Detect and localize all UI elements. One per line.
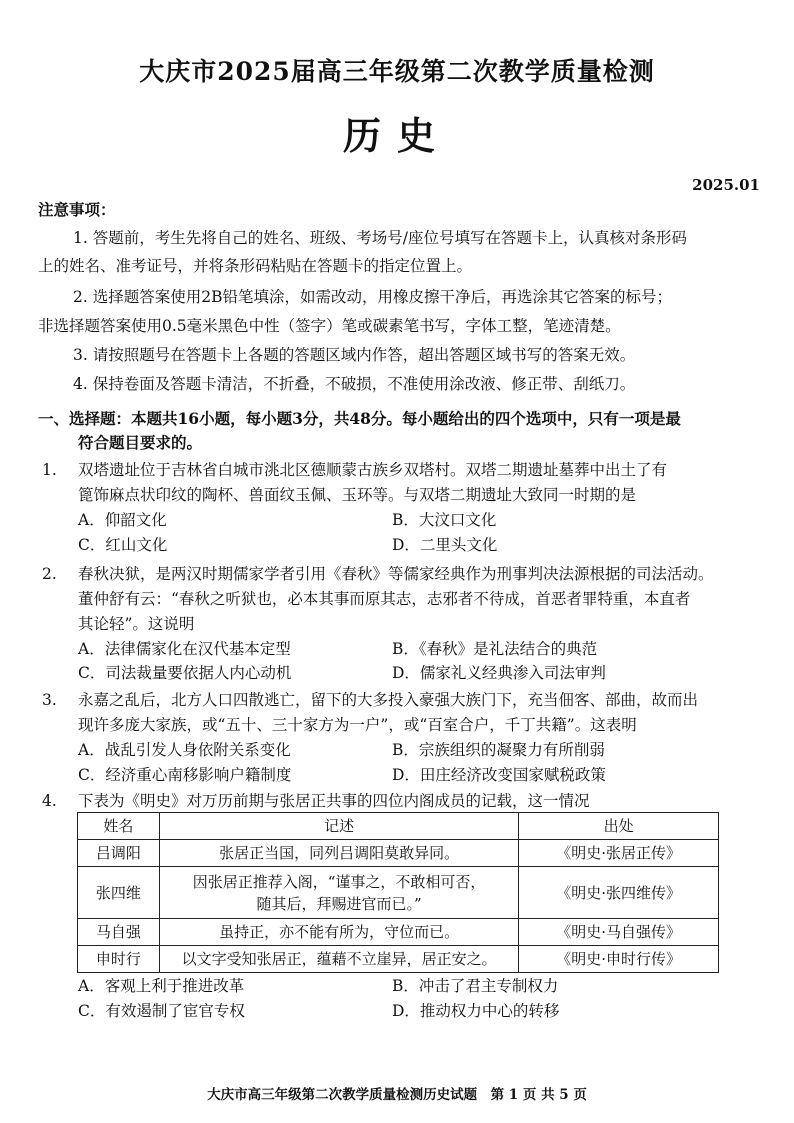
question-4-option-a[interactable]: A．客观上利于推进改革 [78,977,245,995]
notice-item-2-line-2: 非选择题答案使用0.5毫米黑色中性（签字）笔或碳素笔书写，字体工整，笔迹清楚。 [38,317,621,335]
notice-item-1-line-1: 1. 答题前，考生先将自己的姓名、班级、考场号/座位号填写在答题卡上，认真核对条形码 [73,229,687,247]
table-cell-name: 申时行 [78,946,160,973]
table-cell-source: 《明史·申时行传》 [519,946,719,973]
table-cell-source: 《明史·马自强传》 [519,919,719,946]
notice-item-4: 4. 保持卷面及答题卡清洁，不折叠，不破损，不准使用涂改液、修正带、刮纸刀。 [73,375,636,393]
table-cell-record: 张居正当国，同列吕调阳莫敢异同。 [159,840,518,867]
question-2-option-b[interactable]: B．《春秋》是礼法结合的典范 [392,640,598,658]
question-3-stem-line-2: 现许多庞大家族，或“五十、三十家方为一户”，或“百室合户，千丁共籍”。这表明 [78,716,637,734]
question-3-stem-line-1: 永嘉之乱后，北方人口四散逃亡，留下的大多投入豪强大族门下，充当佃客、部曲，故而出 [78,691,699,709]
cabinet-records-table [77,812,719,973]
table-cell-record: 虽持正，亦不能有所为，守位而已。 [159,919,518,946]
table-header-cell: 姓名 [78,813,160,840]
question-4-option-d[interactable]: D．推动权力中心的转移 [392,1002,560,1020]
question-1-option-c[interactable]: C．红山文化 [78,536,168,554]
question-2-option-d[interactable]: D．儒家礼义经典渗入司法审判 [392,664,606,682]
table-cell-name: 马自强 [78,919,160,946]
question-1-option-d[interactable]: D．二里头文化 [392,536,498,554]
question-3-option-a[interactable]: A．战乱引发人身依附关系变化 [78,741,291,759]
notice-item-3: 3. 请按照题号在答题卡上各题的答题区域内作答，超出答题区域书写的答案无效。 [73,346,636,364]
table-cell-name: 张四维 [78,867,160,919]
table-row [78,840,719,867]
question-2-option-a[interactable]: A．法律儒家化在汉代基本定型 [78,640,291,658]
table-cell-source: 《明史·张居正传》 [519,840,719,867]
question-4-option-b[interactable]: B．冲击了君主专制权力 [392,977,559,995]
notice-item-2-line-1: 2. 选择题答案使用2B铅笔填涂，如需改动，用橡皮擦干净后，再选涂其它答案的标号； [73,288,672,306]
question-3-option-d[interactable]: D．田庄经济改变国家赋税政策 [392,766,606,784]
table-row [78,867,719,919]
question-1-stem-line-1: 双塔遗址位于吉林省白城市洮北区德顺蒙古族乡双塔村。双塔二期遗址墓葬中出土了有 [78,461,668,479]
question-number: 1. [42,461,57,479]
question-number: 3. [42,691,57,709]
question-4-stem-line-1: 下表为《明史》对万历前期与张居正共事的四位内阁成员的记载，这一情况 [78,792,590,810]
question-number: 4. [42,792,57,810]
question-1-option-a[interactable]: A．仰韶文化 [78,511,167,529]
table-row [78,946,719,973]
subject-title: 历史 [342,113,451,158]
question-4-option-c[interactable]: C．有效遏制了宦官专权 [78,1002,245,1020]
exam-date: 2025.01 [692,176,760,194]
section-heading-line-2: 符合题目要求的。 [78,433,203,452]
table-row [78,919,719,946]
question-2-option-c[interactable]: C．司法裁量要依据人内心动机 [78,664,292,682]
question-2-stem-line-2: 董仲舒有云：“春秋之听狱也，必本其事而原其志，志邪者不待成，首恶者罪特重，本直者 [78,590,691,608]
question-1-stem-line-2: 篦饰麻点状印纹的陶杯、兽面纹玉佩、玉环等。与双塔二期遗址大致同一时期的是 [78,486,637,504]
question-2-stem-line-1: 春秋决狱，是两汉时期儒家学者引用《春秋》等儒家经典作为刑事判决法源根据的司法活动。 [78,565,714,583]
table-cell-source: 《明史·张四维传》 [519,867,719,919]
section-heading-line-1: 一、选择题：本题共16小题，每小题3分，共48分。每小题给出的四个选项中，只有一项是最 [38,409,681,428]
page-footer: 大庆市高三年级第二次教学质量检测历史试题 第 1 页 共 5 页 [207,1087,587,1103]
notice-item-1-line-2: 上的姓名、准考证号，并将条形码粘贴在答题卡的指定位置上。 [38,257,473,275]
table-header-cell: 记述 [159,813,518,840]
notice-heading: 注意事项： [38,200,116,219]
question-3-option-b[interactable]: B．宗族组织的凝聚力有所削弱 [392,741,605,759]
table-header-cell: 出处 [519,813,719,840]
question-3-option-c[interactable]: C．经济重心南移影响户籍制度 [78,766,292,784]
table-cell-record: 以文字受知张居正，蕴藉不立崖异，居正安之。 [159,946,518,973]
question-2-stem-line-3: 其论轻”。这说明 [78,615,195,633]
table-header-row [78,813,719,840]
exam-title: 大庆市2025届高三年级第二次教学质量检测 [139,57,655,86]
table-cell-name: 吕调阳 [78,840,160,867]
question-1-option-b[interactable]: B．大汶口文化 [392,511,497,529]
question-number: 2. [42,565,57,583]
table-cell-record: 因张居正推荐入阁，“谨事之，不敢相可否， 随其后，拜赐进官而已。” [159,867,518,919]
